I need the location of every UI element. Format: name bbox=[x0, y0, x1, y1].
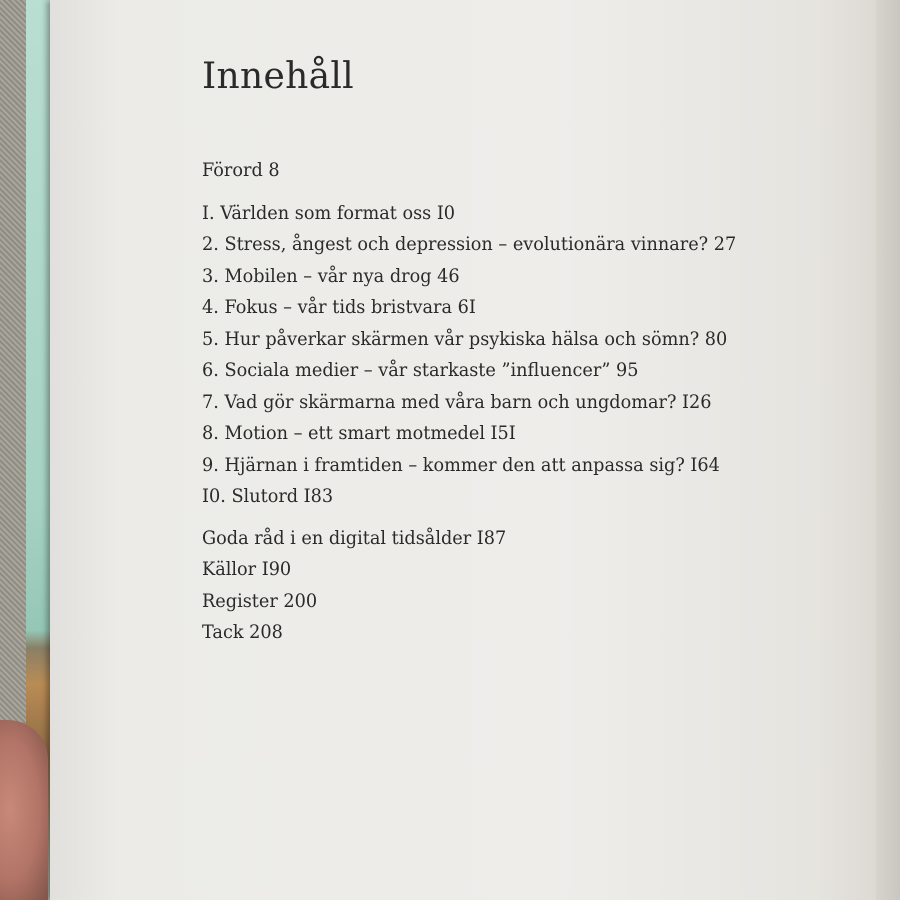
toc-entry-label: 3. Mobilen – vår nya drog bbox=[202, 264, 432, 287]
toc-entry-chapter-10 bbox=[202, 481, 797, 513]
chapter-list bbox=[202, 198, 842, 513]
toc-entry-label: I0. Slutord bbox=[202, 485, 299, 508]
toc-entry-page: I87 bbox=[476, 526, 507, 549]
toc-entry-index bbox=[202, 586, 797, 618]
backmatter-list bbox=[202, 523, 842, 649]
toc-entry-label: I. Världen som format oss bbox=[202, 201, 432, 224]
toc-entry-chapter-1 bbox=[202, 198, 797, 230]
toc-entry-label: 9. Hjärnan i framtiden – kommer den att anpassa sig? bbox=[202, 453, 685, 476]
toc-entry-page: I0 bbox=[436, 201, 456, 224]
toc-entry-chapter-2 bbox=[202, 229, 797, 261]
toc-entry-sources bbox=[202, 554, 797, 586]
toc-entry-preface bbox=[202, 155, 797, 187]
toc-entry-page: 46 bbox=[437, 264, 460, 287]
toc-entry-label: 6. Sociala medier – vår starkaste ”influencer” bbox=[202, 359, 611, 382]
table-of-contents bbox=[202, 55, 842, 649]
toc-entry-page: I64 bbox=[690, 453, 720, 476]
toc-entry-chapter-7 bbox=[202, 387, 797, 419]
toc-entry-advice bbox=[202, 523, 797, 555]
toc-entry-page: 27 bbox=[713, 233, 737, 256]
toc-entry-page: I90 bbox=[261, 558, 292, 581]
toc-entry-chapter-4 bbox=[202, 292, 797, 324]
toc-entry-page: 80 bbox=[704, 327, 728, 350]
toc-entry-label: 7. Vad gör skärmarna med våra barn och ungdomar? bbox=[202, 390, 677, 413]
toc-entry-label: 4. Fokus – vår tids bristvara bbox=[202, 296, 453, 319]
toc-entry-page: I5I bbox=[490, 422, 516, 445]
toc-entry-thanks bbox=[202, 617, 797, 649]
toc-entry-chapter-6 bbox=[202, 355, 797, 387]
toc-entry-page: 8 bbox=[268, 159, 280, 182]
toc-entry-label: Register bbox=[202, 589, 278, 612]
toc-entry-label: Förord bbox=[202, 159, 263, 182]
toc-entry-page: I83 bbox=[303, 485, 334, 508]
toc-entry-page: 200 bbox=[283, 589, 318, 612]
toc-entry-chapter-5 bbox=[202, 324, 797, 356]
toc-entry-page: 208 bbox=[249, 621, 283, 644]
toc-entry-chapter-3 bbox=[202, 261, 797, 293]
thumb bbox=[0, 720, 48, 900]
toc-entry-label: 8. Motion – ett smart motmedel bbox=[202, 422, 485, 445]
toc-entry-page: 6I bbox=[457, 296, 476, 319]
toc-entry-label: Källor bbox=[202, 558, 257, 581]
page-title: Innehåll bbox=[202, 56, 354, 97]
toc-entry-label: 2. Stress, ångest och depression – evolutionära vinnare? bbox=[202, 233, 709, 256]
page-right-edge bbox=[876, 0, 900, 900]
toc-entry-label: 5. Hur påverkar skärmen vår psykiska hälsa och sömn? bbox=[202, 327, 700, 350]
toc-entry-chapter-9 bbox=[202, 450, 797, 482]
toc-entry-label: Goda råd i en digital tidsålder bbox=[202, 526, 472, 549]
toc-entry-label: Tack bbox=[202, 621, 244, 644]
toc-entry-page: 95 bbox=[615, 359, 639, 382]
toc-entry-page: I26 bbox=[682, 390, 712, 413]
toc-entry-chapter-8 bbox=[202, 418, 797, 450]
